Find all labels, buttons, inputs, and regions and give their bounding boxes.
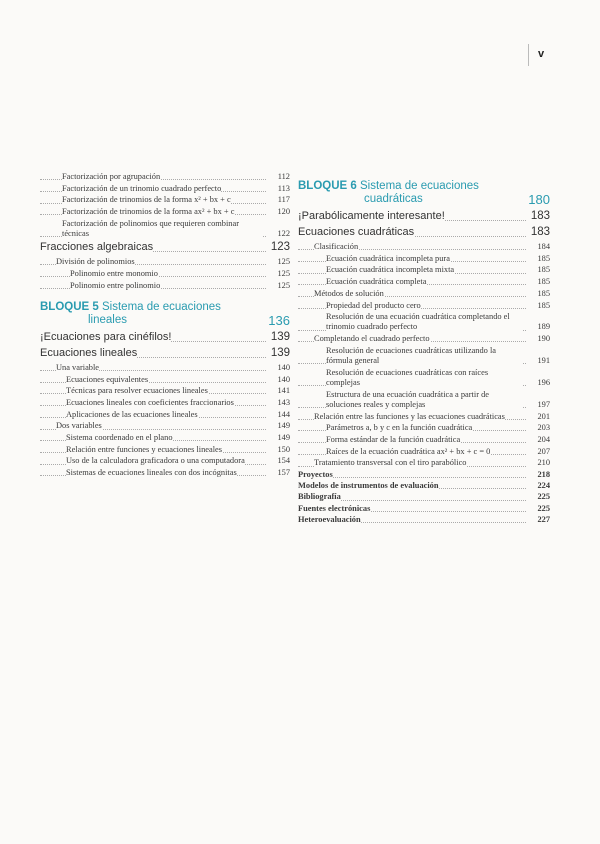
toc-entry[interactable] xyxy=(40,421,290,431)
toc-entry[interactable] xyxy=(298,289,550,299)
toc-entry[interactable] xyxy=(298,481,550,491)
toc-entry-title: Ecuaciones lineales con coeficientes fraccionarios xyxy=(66,397,234,407)
toc-entry[interactable] xyxy=(298,412,550,422)
toc-entry-title: Factorización por agrupación xyxy=(62,172,161,181)
toc-right-column xyxy=(298,180,550,526)
toc-entry-title: Polinomio entre polinomio xyxy=(70,280,161,290)
toc-entry-page: 125 xyxy=(277,257,290,267)
toc-entry-page: 224 xyxy=(537,481,550,491)
toc-entry[interactable] xyxy=(298,492,550,502)
toc-entry-title: Métodos de solución xyxy=(314,288,384,298)
toc-entry[interactable] xyxy=(40,386,290,396)
toc-entry-title: Fuentes electrónicas xyxy=(298,503,371,513)
bloque-6-label: BLOQUE 6 xyxy=(298,180,357,192)
toc-entry-page: 227 xyxy=(537,514,550,524)
toc-left-list-2 xyxy=(40,331,290,479)
toc-entry-title: Completando el cuadrado perfecto xyxy=(314,334,430,344)
toc-entry-page: 185 xyxy=(537,300,550,310)
toc-entry-page: 117 xyxy=(277,195,290,205)
toc-entry-title: Factorización de trinomios de la forma x² + bx + c xyxy=(62,195,231,205)
toc-entry-page: 184 xyxy=(537,242,550,251)
toc-entry[interactable] xyxy=(40,184,290,194)
toc-entry-page: 183 xyxy=(530,226,550,238)
toc-entry-page: 150 xyxy=(277,444,290,454)
toc-entry[interactable] xyxy=(298,435,550,445)
toc-entry-title: Factorización de un trinomio cuadrado perfecto xyxy=(62,183,222,193)
bloque-5-heading[interactable] xyxy=(40,301,290,327)
toc-entry-page: 185 xyxy=(537,253,550,263)
toc-entry[interactable] xyxy=(40,281,290,291)
toc-entry-title: Ecuaciones lineales xyxy=(40,346,138,359)
toc-entry-page: 139 xyxy=(270,330,290,343)
bloque-5-title-1: Sistema de ecuaciones xyxy=(102,300,221,313)
toc-entry-title: Uso de la calculadora graficadora o una computadora xyxy=(66,456,245,466)
toc-entry-page: 149 xyxy=(277,433,290,443)
toc-entry[interactable] xyxy=(40,207,290,217)
toc-entry[interactable] xyxy=(40,456,290,466)
toc-entry-title: Factorización de trinomios de la forma ax² + bx + c xyxy=(62,207,235,217)
bloque-5-page: 136 xyxy=(268,312,290,328)
toc-entry-title: Relación entre las funciones y las ecuaciones cuadráticas xyxy=(314,411,505,421)
toc-entry-title: Parámetros a, b y c en la función cuadrática xyxy=(326,423,473,433)
toc-entry-title: Propiedad del producto cero xyxy=(326,300,421,310)
toc-entry[interactable] xyxy=(298,423,550,433)
toc-entry-page: 203 xyxy=(537,423,550,433)
toc-entry-page: 113 xyxy=(277,183,290,193)
toc-entry-page: 201 xyxy=(537,411,550,421)
toc-entry[interactable] xyxy=(40,363,290,373)
toc-entry-page: 185 xyxy=(537,265,550,275)
toc-entry-title: Ecuación cuadrática incompleta pura xyxy=(326,253,450,263)
toc-entry-title: Heteroevaluación xyxy=(298,514,361,524)
toc-entry[interactable] xyxy=(298,277,550,287)
toc-entry[interactable] xyxy=(298,242,550,252)
toc-entry-title: Sistemas de ecuaciones lineales con dos incógnitas xyxy=(66,468,237,478)
toc-entry-title: Sistema coordenado en el plano xyxy=(66,433,173,443)
bloque-6-title-1: Sistema de ecuaciones xyxy=(360,180,479,192)
toc-entry-title: Resolución de ecuaciones cuadráticas con raíces complejas xyxy=(326,368,522,388)
toc-entry-page: 143 xyxy=(277,397,290,407)
toc-entry-title: Clasificación xyxy=(314,242,359,251)
toc-entry-page: 154 xyxy=(277,456,290,466)
toc-entry-page: 204 xyxy=(537,434,550,444)
toc-entry-page: 218 xyxy=(537,470,550,480)
toc-entry[interactable] xyxy=(298,301,550,311)
toc-entry-page: 210 xyxy=(537,458,550,468)
toc-entry-page: 157 xyxy=(277,468,290,478)
toc-entry-page: 183 xyxy=(530,210,550,222)
toc-entry[interactable] xyxy=(40,219,290,239)
toc-entry-title: Forma estándar de la función cuadrática xyxy=(326,434,461,444)
toc-entry[interactable] xyxy=(40,331,290,344)
toc-entry-title: Tratamiento transversal con el tiro parabólico xyxy=(314,458,467,468)
toc-entry-page: 144 xyxy=(277,409,290,419)
toc-right-list xyxy=(298,210,550,525)
toc-entry[interactable] xyxy=(40,257,290,267)
toc-entry-title: Bibliografía xyxy=(298,492,341,502)
toc-entry[interactable] xyxy=(298,265,550,275)
toc-entry-page: 185 xyxy=(537,277,550,287)
toc-entry-page: 191 xyxy=(537,356,550,366)
toc-entry[interactable] xyxy=(298,334,550,344)
toc-entry[interactable] xyxy=(40,347,290,360)
toc-entry-page: 189 xyxy=(537,322,550,332)
toc-entry[interactable] xyxy=(298,210,550,223)
toc-entry-title: Resolución de ecuaciones cuadráticas utilizando la fórmula general xyxy=(326,346,522,366)
toc-entry-title: Factorización de polinomios que requieren combinar técnicas xyxy=(62,219,262,239)
toc-entry-title: Ecuación cuadrática completa xyxy=(326,277,427,287)
toc-entry-title: Relación entre funciones y ecuaciones lineales xyxy=(66,444,223,454)
toc-entry[interactable] xyxy=(40,172,290,182)
toc-entry-page: 112 xyxy=(277,172,290,181)
toc-entry-title: Una variable xyxy=(56,362,100,372)
toc-entry-title: Fracciones algebraicas xyxy=(40,241,154,254)
toc-entry-page: 122 xyxy=(277,229,290,239)
toc-entry-page: 225 xyxy=(537,503,550,513)
toc-entry-page: 125 xyxy=(277,268,290,278)
bloque-6-page: 180 xyxy=(528,192,550,207)
toc-entry-page: 197 xyxy=(537,399,550,409)
toc-entry-title: Polinomio entre monomio xyxy=(70,268,158,278)
toc-entry[interactable] xyxy=(298,368,550,388)
bloque-5-label: BLOQUE 5 xyxy=(40,300,99,313)
toc-entry[interactable] xyxy=(298,504,550,514)
toc-entry[interactable] xyxy=(40,375,290,385)
toc-entry-page: 185 xyxy=(537,288,550,298)
toc-entry-page: 149 xyxy=(277,421,290,431)
toc-entry[interactable] xyxy=(298,515,550,525)
toc-entry-title: Raíces de la ecuación cuadrática ax² + bx + c = 0 xyxy=(326,446,491,456)
toc-entry-title: Ecuaciones equivalentes xyxy=(66,374,149,384)
toc-entry[interactable] xyxy=(40,269,290,279)
toc-entry[interactable] xyxy=(298,447,550,457)
toc-entry-title: Técnicas para resolver ecuaciones lineales xyxy=(66,386,208,396)
bloque-6-title-2: cuadráticas xyxy=(364,193,423,205)
toc-entry[interactable] xyxy=(298,346,550,366)
toc-entry-page: 140 xyxy=(277,362,290,372)
toc-entry-title: Modelos de instrumentos de evaluación xyxy=(298,481,439,491)
toc-entry[interactable] xyxy=(40,195,290,205)
toc-entry[interactable] xyxy=(298,470,550,480)
toc-entry-title: Aplicaciones de las ecuaciones lineales xyxy=(66,409,198,419)
toc-entry-title: Dos variables xyxy=(56,421,102,431)
toc-entry-page: 141 xyxy=(277,386,290,396)
toc-entry-title: Estructura de una ecuación cuadrática a partir de soluciones reales y complejas xyxy=(326,390,522,410)
toc-entry-title: ¡Parabólicamente interesante! xyxy=(298,210,445,222)
toc-left-list xyxy=(40,172,290,291)
toc-entry[interactable] xyxy=(40,241,290,254)
toc-entry-title: Ecuación cuadrática incompleta mixta xyxy=(326,265,455,275)
toc-entry[interactable] xyxy=(298,254,550,264)
toc-entry[interactable] xyxy=(40,468,290,478)
bloque-5-title-2: lineales xyxy=(88,313,127,326)
toc-entry-page: 196 xyxy=(537,377,550,387)
toc-entry-title: Resolución de una ecuación cuadrática completando el trinomio cuadrado perfecto xyxy=(326,312,522,332)
toc-entry[interactable] xyxy=(40,410,290,420)
toc-entry-page: 140 xyxy=(277,374,290,384)
toc-entry-title: ¡Ecuaciones para cinéfilos! xyxy=(40,330,172,343)
toc-entry-page: 123 xyxy=(270,241,290,254)
bloque-6-heading[interactable] xyxy=(298,180,550,206)
toc-entry[interactable] xyxy=(298,458,550,468)
toc-entry-page: 190 xyxy=(537,334,550,344)
toc-entry[interactable] xyxy=(298,390,550,410)
toc-entry-title: División de polinomios xyxy=(56,257,135,267)
toc-entry-page: 225 xyxy=(537,492,550,502)
page-number: v xyxy=(538,48,545,60)
toc-entry[interactable] xyxy=(40,445,290,455)
toc-entry-title: Ecuaciones cuadráticas xyxy=(298,226,415,238)
toc-entry[interactable] xyxy=(40,433,290,443)
toc-entry-page: 120 xyxy=(277,207,290,217)
page-header-rule xyxy=(528,44,529,66)
toc-entry-title: Proyectos xyxy=(298,470,333,480)
toc-entry[interactable] xyxy=(298,226,550,239)
toc-entry-page: 139 xyxy=(270,346,290,359)
toc-entry-page: 125 xyxy=(277,280,290,290)
toc-entry-page: 207 xyxy=(537,446,550,456)
toc-left-column xyxy=(40,172,290,480)
toc-entry[interactable] xyxy=(298,312,550,332)
toc-entry[interactable] xyxy=(40,398,290,408)
